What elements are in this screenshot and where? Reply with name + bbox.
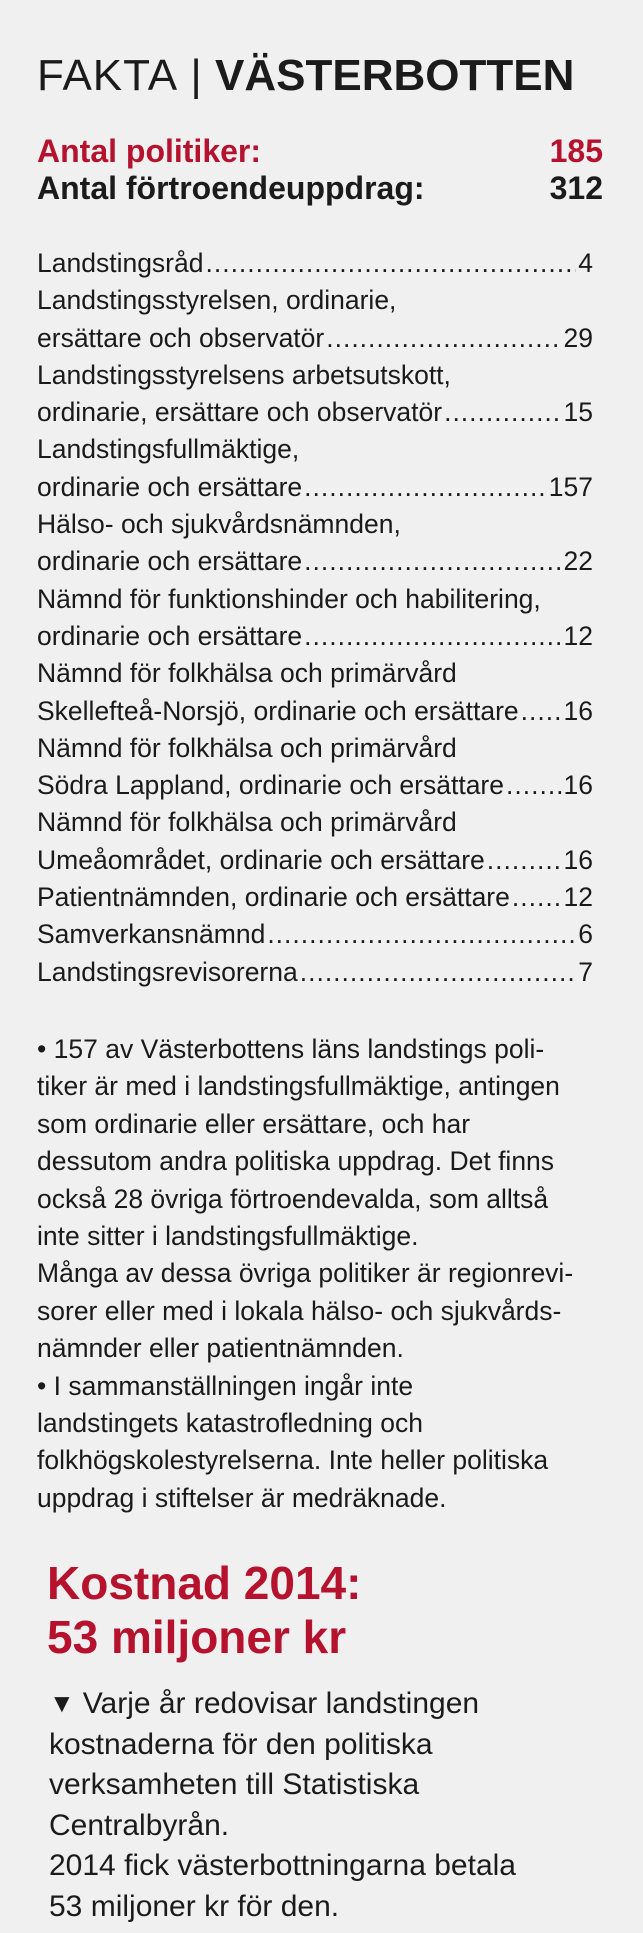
header-prefix: FAKTA [37,51,179,100]
list-item [37,916,593,953]
dot-leader [267,916,576,953]
note-line: sorer eller med i lokala hälso- och sjukvårds- [37,1295,562,1326]
list-item-line [37,916,593,953]
list-item-text: Hälso- och sjukvårdsnämnden, [37,509,401,540]
list-item-value: 16 [563,695,593,726]
cost-text-line [49,1683,609,1725]
header-region: VÄSTERBOTTEN [215,51,575,100]
note-line: • 157 av Västerbottens läns landstings poli- [37,1034,545,1064]
politicians-count [37,132,603,170]
list-item-line [37,320,593,357]
list-item-label: Umeåområdet, ordinarie och ersättare [37,844,485,875]
list-item [37,506,593,581]
assignment-list [37,245,593,991]
list-item-label: ordinarie och ersättare [37,471,303,502]
dot-leader [205,245,576,282]
list-item [37,655,593,730]
dot-leader [304,469,547,506]
dot-leader [300,954,577,991]
dot-leader [521,693,562,730]
assignments-value: 312 [549,170,603,206]
list-item [37,954,593,991]
dot-leader [326,320,561,357]
list-item-label: Södra Lappland, ordinarie och ersättare [37,770,504,801]
list-item-line [37,842,593,879]
list-item-label: Patientnämnden, ordinarie och ersättare [37,882,510,913]
dot-leader [506,767,562,804]
list-item-label: ersättare och observatör [37,322,325,353]
list-item-line [37,618,593,655]
list-item-line [37,245,593,282]
assignments-count [37,169,603,207]
note-line: Många av dessa övriga politiker är regionrevi- [37,1258,574,1289]
list-item-line [37,394,593,431]
list-item-value: 4 [578,248,593,278]
assignments-label: Antal förtroendeuppdrag: [37,170,425,206]
note-line: dessutom andra politiska uppdrag. Det finns [37,1146,555,1177]
header-separator: | [190,51,203,100]
list-item-text: Nämnd för funktionshinder och habilitering, [37,583,541,614]
note-line: landstingets katastrofledning och [37,1408,423,1439]
note-line: uppdrag i stiftelser är medräknade. [37,1482,447,1513]
list-item-value: 22 [563,546,593,577]
list-item [37,357,593,432]
note-line: nämnder eller patientnämnden. [37,1333,404,1364]
list-item-line [37,543,593,580]
list-item-label: ordinarie och ersättare [37,546,303,577]
note-line: inte sitter i landstingsfullmäktige. [37,1221,419,1252]
list-item [37,581,593,656]
note-line: som ordinarie eller ersättare, och har [37,1108,471,1139]
list-item-value: 7 [578,956,593,987]
cost-text-line: kostnaderna för den politiska [49,1727,433,1761]
list-item-label: Skellefteå-Norsjö, ordinarie och ersättare [37,695,519,726]
list-item-value: 157 [548,471,593,502]
cost-text-line: verksamheten till Statistiska [49,1768,420,1801]
list-item-value: 29 [563,322,593,353]
list-item-label: Landstingsråd [37,248,204,278]
cost-text-line: 53 miljoner kr för den. [49,1889,340,1923]
list-item-line [37,954,593,991]
cost-text-line: Centralbyrån. [49,1808,230,1842]
list-item-label: Landstingsrevisorerna [37,956,298,987]
dot-leader [487,842,562,879]
list-item-value: 16 [563,844,593,875]
list-item [37,431,593,506]
dot-leader [512,879,562,916]
list-item-line [37,469,593,506]
cost-text-line: 2014 fick västerbottningarna betala [49,1849,516,1882]
politicians-value: 185 [549,133,603,169]
list-item-line [37,767,593,804]
list-item-label: Samverkansnämnd [37,919,266,950]
list-item-text: Nämnd för folkhälsa och primärvård [37,658,457,689]
cost-heading-line-2: 53 miljoner kr [47,1611,347,1663]
list-item-text: Nämnd för folkhälsa och primärvård [37,807,457,838]
list-item-line [37,879,593,916]
politicians-label: Antal politiker: [37,133,262,169]
list-item-value: 6 [578,919,593,950]
list-item-text: Landstingsstyrelsen, ordinarie, [37,285,397,316]
list-item [37,245,593,282]
note-line: • I sammanställningen ingår inte [37,1370,414,1401]
list-item-value: 12 [563,882,593,913]
list-item-text: Landstingsstyrelsens arbetsutskott, [37,359,451,390]
list-item [37,804,593,879]
dot-leader [444,394,561,431]
cost-description [49,1683,609,1927]
cost-text-first: Varje år redovisar landstingen [82,1687,480,1720]
list-item-value: 15 [563,397,593,428]
note-line: folkhögskolestyrelserna. Inte heller politiska [37,1445,549,1476]
dot-leader [304,618,561,655]
list-item [37,879,593,916]
list-item [37,730,593,805]
notes-text [37,1031,603,1517]
triangle-down-icon: ▼ [49,1688,75,1718]
cost-heading-line-1: Kostnad 2014: [47,1557,362,1609]
fact-header [37,50,574,102]
list-item-line [37,693,593,730]
note-line: också 28 övriga förtroendevalda, som alltså [37,1183,549,1214]
list-item-value: 12 [563,620,593,651]
list-item-label: ordinarie och ersättare [37,620,303,651]
list-item-text: Nämnd för folkhälsa och primärvård [37,732,457,763]
note-line: tiker är med i landstingsfullmäktige, antingen [37,1071,560,1102]
list-item [37,282,593,357]
cost-heading [47,1556,361,1664]
list-item-label: ordinarie, ersättare och observatör [37,397,443,428]
list-item-text: Landstingsfullmäktige, [37,434,300,465]
list-item-value: 16 [563,770,593,801]
dot-leader [304,543,561,580]
